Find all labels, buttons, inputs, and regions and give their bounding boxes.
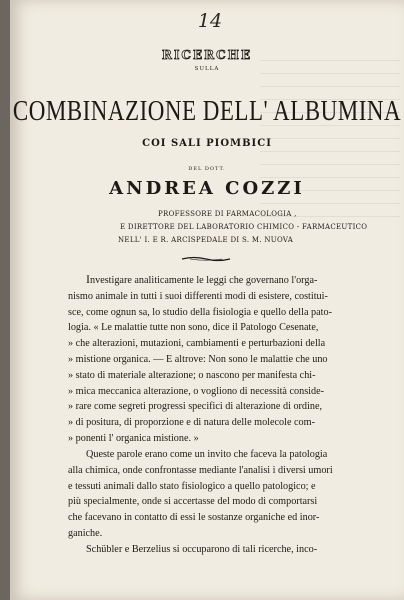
document-page [10, 0, 404, 600]
text-line: » rare come segreti progressi specifici di alterazione di ordine, [68, 401, 323, 413]
text-line: » mica meccanica alterazione, o vogliono di necessità conside- [68, 385, 324, 397]
heading-ricerche: RICERCHE [161, 48, 253, 62]
text-line: nismo animale in tutti i suoi differenti modi di esistere, costitui- [68, 290, 328, 302]
paragraph-1 [68, 272, 368, 447]
text-line: ganiche. [68, 527, 103, 539]
text-line: » stato di materiale alterazione; o nascono per manifesta chi- [68, 369, 316, 381]
author-name: ANDREA COZZI [109, 178, 305, 199]
text-line: » mistione organica. — E altrove: Non sono le malattie che uno [68, 353, 328, 365]
text-line: » di positura, di proporzione e di natura delle molecole com- [68, 417, 315, 429]
handwritten-number: 14 [197, 10, 223, 32]
credential-line: E DIRETTORE DEL LABORATORIO CHIMICO - FARMACEUTICO [120, 223, 368, 231]
text-line: più specialmente, onde si accertasse del modo di comportarsi [68, 496, 318, 508]
text-line: logia. « Le malattie tutte non sono, dice il Patologo Cesenate, [68, 322, 319, 334]
main-title: COMBINAZIONE DELL' ALBUMINA [12, 94, 402, 126]
credential-line: PROFESSORE DI FARMACOLOGIA , [158, 210, 297, 218]
del-dott-label: DEL DOTT. [188, 166, 226, 172]
text-line: Queste parole erano come un invito che faceva la patologia [86, 449, 328, 460]
ornament-divider [180, 255, 232, 263]
text-line: e tessuti animali dallo stato fisiologico a quello patologico; e [68, 480, 316, 492]
text-line: sce, come ognun sa, lo studio della fisiologia e quello della pato- [68, 306, 332, 318]
subtitle: COI SALI PIOMBICI [142, 138, 272, 149]
text-line: Investigare analiticamente le leggi che governano l'orga- [86, 272, 318, 286]
text-line: alla chimica, onde confrontasse mediante l'analisi i diversi umori [68, 464, 333, 476]
heading-sulla: SULLA [194, 66, 220, 72]
paragraph-3 [68, 542, 368, 558]
text-line: » che alterazioni, mutazioni, cambiamenti e perturbazioni della [68, 338, 326, 350]
paragraph-2 [68, 447, 368, 542]
text-line: Schübler e Berzelius si occuparono di tali ricerche, inco- [86, 544, 318, 555]
text-line: che facevano in contatto di essi le sostanze organiche ed inor- [68, 512, 320, 524]
text-line: » ponenti l' organica mistione. » [68, 432, 199, 444]
credential-line: NELL' I. E R. ARCISPEDALE DI S. M. NUOVA [118, 236, 294, 244]
